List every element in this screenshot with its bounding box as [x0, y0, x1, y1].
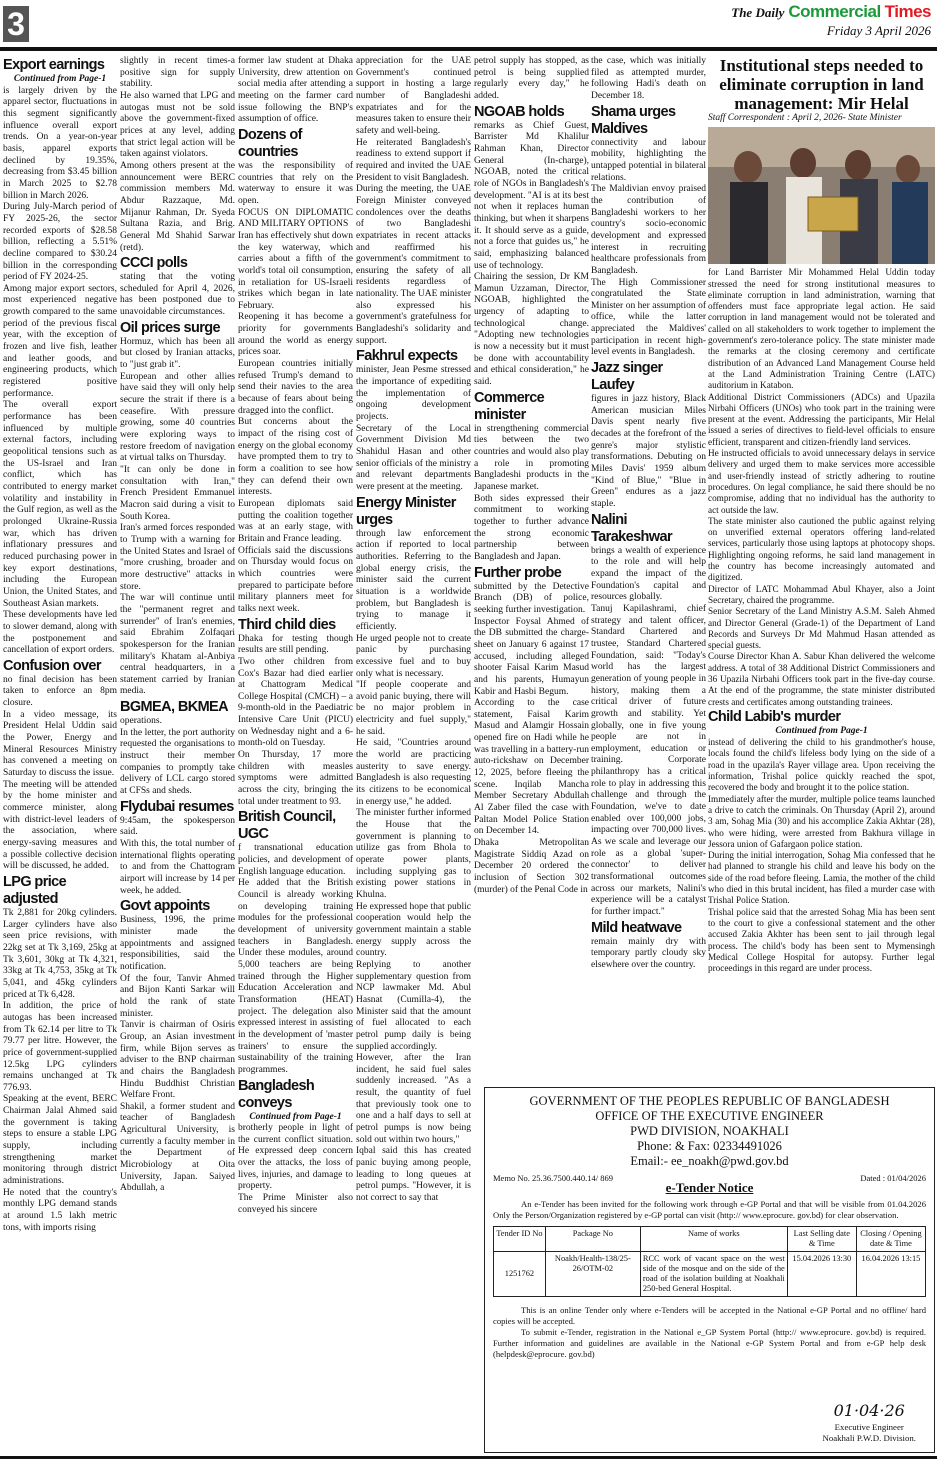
headline: Flydubai resumes: [120, 798, 234, 815]
paragraph: The war will continue until the "permanent regret and surrender" of Iran's enemies, said Ebrahim Zolfaqari spokesperson for the Iranian military's Khatam al-Anbiya central headquarters, in a statement carried by Iranian media.: [120, 593, 235, 697]
continued-label: Continued from Page-1: [13, 74, 107, 84]
headline: LPG price adjusted: [3, 873, 67, 907]
headline: Govt appoints: [120, 898, 210, 915]
headline: British Council, UGC: [238, 809, 336, 843]
tender-table: [493, 1226, 926, 1297]
paragraph: Speaking at the event, BERC Chairman Jalal Ahmed said the government is taking steps to ensure a stable LPG supply, including strengthening market monitoring through district administrations.: [3, 1094, 117, 1187]
paragraph: minister, Jean Pesme stressed the importance of expediting the implementation of ongoing development projects.: [356, 365, 471, 423]
tender-division: PWD DIVISION, NOAKHALI: [630, 1124, 789, 1138]
continued-label: Continued from Page-1: [775, 725, 868, 736]
headline: BGMEA, BKMEA: [120, 699, 228, 716]
paragraph: Iran's armed forces responded to Trump with a warning for the United States and Israel of "more crushing, broader and more destructive" attacks in store.: [120, 523, 235, 592]
masthead-commercial: Commercial: [788, 2, 881, 21]
paragraph: The Maldivian envoy praised the contribution of Bangladeshi workers to her country's socio-economic development and expressed interest in recruiting healthcare professionals from Bangladesh.: [591, 184, 706, 276]
tender-title: e-Tender Notice: [665, 1180, 754, 1195]
headline: Bangladesh conveys: [238, 1077, 315, 1111]
paragraph: Tanvir is chairman of Osiris Group, an Asian investment firm, while Bijon serves as adviser to the BNP chairman and chairs the Bangladesh Hindu Buddhist Christian Welfare Front.: [120, 1020, 235, 1101]
signer-office: Noakhali P.W.D. Division.: [822, 1433, 916, 1443]
paragraph: Course Director Khan A. Sabur Khan delivered the welcome address. A total of 38 Additional District Commissioners and 36 Upazila Nirbahi Officers took part in the five-day course. At the end of the programme, the state minister distributed crests and certificates among outstanding trainees.: [708, 651, 935, 707]
th-package: Package No: [545, 1227, 640, 1252]
paragraph: Hormuz, which has been all but closed by Iranian attacks, to "just grab it".: [120, 336, 235, 371]
paragraph: He reiterated Bangladesh's readiness to extend support if required and invited the UAE President to visit Bangladesh.: [356, 137, 471, 183]
paragraph: The meeting will be attended by the home minister and commerce minister, along with district-level leaders of the association, where energy-saving measures and a possible collective decision will be discussed, he added.: [3, 779, 117, 872]
paragraph: The state minister also cautioned the public against relying on unverified external operators offering land-related services, particularly those using laptops at photocopy shops. Highlighting ongoing reforms, he said land management in the country has become increasingly automated and digitized.: [708, 515, 935, 583]
paragraph: Two other children from Cox's Bazar had died earlier at Chattogram Medical College Hospital (CMCH) – a 9-month-old in the Paediatric Intensive Care Unit (PICU) on Wednesday night and a 6-month-old on Tuesday.: [238, 656, 353, 749]
paragraph: is largely driven by the apparel sector, fluctuations in this segment significantly influence overall export trends. On a year-on-year basis, apparel exports declined by 19.35%, decreasing from $3.45 billion in March 2025 to $2.78 billion in March 2026.: [3, 85, 117, 201]
paragraph: Tk 2,881 for 20kg cylinders. Larger cylinders have also seen price revisions, with 22kg set at Tk 3,169, 25kg at Tk 3,601, 30kg at Tk 4,321, 33kg at Tk 4,753, 35kg at Tk 5,041, and 45kg cylinders priced at Tk 6,428.: [3, 907, 117, 1000]
paragraph: former law student at Dhaka University, drew attention on social media after attending a meeting on the farmer card issue following the BNP's assumption of office.: [238, 56, 353, 125]
masthead-times: Times: [884, 2, 931, 21]
paragraph: The minister further informed the House that the government is planning to utilize gas from Bhola to operate power plants, including supplying gas to existing power stations in Khulna.: [356, 808, 471, 900]
headline: Child Labib's murder: [708, 708, 841, 725]
headline: Third child dies: [238, 616, 336, 633]
paragraph: Dhaka for testing though results are still pending.: [238, 633, 353, 656]
cell-works: RCC work of vacant space on the west side of the mosque and on the side of the road of the isolation building at Noakhali 250-bed General Hospital.: [640, 1252, 787, 1297]
paragraph: Dhaka Metropolitan Magistrate Siddiq Azad on December 20 ordered the inclusion of Section 302 (murder) of the Penal Code in: [474, 838, 589, 895]
cell-package: Noakh/Health-138/25-26/OTM-02: [545, 1252, 640, 1297]
paragraph: He urged people not to create panic by purchasing excessive fuel and to buy only what is necessary.: [356, 633, 471, 679]
paragraph: Among others present at the announcement were BERC commission members Md. Abdur Razzaque, Md. Mijanur Rahman, Dr. Syeda Sultana Razia, and Brig. General Md Shahid Sarwar (retd).: [120, 160, 235, 253]
paragraph: Secretary of the Local Government Division Md Shahidul Hasan and other senior officials of the ministry and relevant departments were present at the meeting.: [356, 423, 471, 492]
paragraph: f transnational education policies, and development of English language education.: [238, 843, 353, 877]
tender-office: OFFICE OF THE EXECUTIVE ENGINEER: [595, 1109, 824, 1123]
tender-note-1: This is an online Tender only where e-Tenders will be accepted in the National e-GP Portal and no offline/ hard copies will be accepted.: [493, 1305, 926, 1326]
paragraph: submitted by the Detective Branch (DB) of police, seeking further investigation.: [474, 581, 589, 615]
tender-table-header: [494, 1227, 926, 1252]
paragraph: Of the four, Tanvir Ahmed and Bijon Kanti Sarkar will hold the rank of state minister.: [120, 973, 235, 1019]
headline: Oil prices surge: [120, 319, 220, 336]
paragraph: During the initial interrogation, Sohag Mia confessed that he had planned to strangle his child and leave his body on the side of the road before fleeing. Lamia, the mother of the child who died in this brutal incident, has filed a murder case with Trishal Police Station.: [708, 850, 935, 906]
news-column-1: [3, 56, 117, 1453]
footer-rule: [0, 1456, 937, 1459]
byline: Staff Correspondent : April 2, 2026- State Minister: [708, 113, 902, 123]
news-column-5: [474, 56, 589, 1084]
tender-phone: Phone: & Fax: 02334491026: [637, 1139, 782, 1153]
paragraph: operations.: [120, 716, 162, 727]
tender-body: An e-Tender has been invited for the following work through e-GP Portal and that will be visible from 01.04.2026 Only the Person/Organization registered by e-GP portal can visit (http:// www.eprocure. gov.bd) for clear observation.: [493, 1199, 926, 1220]
paragraph: With this, the total number of international flights operating to and from the Chattogram airport will increase by 14 per week, he added.: [120, 839, 235, 896]
paragraph: for Land Barrister Mir Mohammed Helal Uddin today stressed the need for strong institutional measures to eliminate corruption in land administration, warning that offenders must face appropriate legal action. He said corruption in land management would not be tolerated and called on all stakeholders to work together to implement the government's zero-tolerance policy. The state minister made the remarks at the closing ceremony and certificate distribution of an Advanced Land Management Course held at the Land Administration Training Centre (LATC) auditorium in Katabon.: [708, 267, 935, 391]
paragraph: In the letter, the port authority requested the organisations to instruct their member companies to promptly take delivery of LCL cargo stored at CFSs and sheds.: [120, 727, 235, 797]
masthead-prefix: The Daily: [731, 5, 785, 20]
headline: Shama urges Maldives: [591, 103, 676, 137]
paragraph: Inspector Foysal Ahmed of the DB submitted the charge-sheet on January 6 against 17 accused, including alleged shooter Faisal Karim Masud and his parents, Humayun Kabir and Hasbi Begum.: [474, 616, 589, 697]
paragraph: Both sides expressed their commitment to working together to further advance the strong economic partnership between Bangladesh and Japan.: [474, 493, 589, 562]
signature-date: 01·04·26: [833, 1401, 905, 1420]
paragraph: Additional District Commissioners (ADCs) and Upazila Nirbahi Officers (UNOs) who took part in the training were present at the event. Addressing the participants, Mir Helal issued a series of directives to field-level officials to ensure efficient, transparent and citizen-friendly land services.: [708, 391, 935, 447]
header-rule: [0, 47, 937, 51]
continued-label: Continued from Page-1: [249, 1111, 342, 1122]
paragraph: slightly in recent times-a positive sign for supply stability.: [120, 56, 235, 90]
headline: Fakhrul expects: [356, 348, 458, 365]
paragraph: But concerns about the impact of the rising cost of energy on the global economy have prompted them to try to form a coalition to see how they can defend their own interests.: [238, 417, 353, 498]
news-column-6: [591, 56, 706, 1084]
cell-last-selling: 15.04.2026 13:30: [787, 1252, 856, 1297]
paragraph: Among major export sectors, most experienced negative growth compared to the same period of the previous fiscal year, with the exception of frozen and live fish, leather and leather goods, and engineering products, which registered positive performance.: [3, 283, 117, 399]
paragraph: "It can only be done in consultation with Iran," French President Emmanuel Macron said during a visit to South Korea.: [120, 465, 235, 522]
paragraph: no final decision has been taken to enforce an 8pm closure.: [3, 674, 117, 709]
cell-closing: 16.04.2026 13:15: [856, 1252, 925, 1297]
paragraph: In a video message, its President Helal Uddin said the Power, Energy and Mineral Resources Ministry has convened a meeting on Saturday to discuss the issue.: [3, 709, 117, 779]
paragraph: The Prime Minister also conveyed his sincere: [238, 1193, 353, 1215]
headline: Further probe: [474, 564, 562, 581]
paragraph: Business, 1996, the prime minister made the appointments and assigned responsibilities, said the notification.: [120, 915, 235, 972]
th-tender-id: Tender ID No: [494, 1227, 546, 1252]
headline: Commerce minister: [474, 389, 545, 423]
paragraph: brings a wealth of experience to the role and will help expand the impact of the Foundation's capital and resources globally.: [591, 545, 706, 603]
paragraph: Chairing the session, Dr KM Mamun Uzzaman, Director, NGOAB, highlighted the urgency of adapting to technological change. "Adopting new technologies is now a necessity but it must be done with accountability and ethical consideration," he said.: [474, 272, 589, 388]
issue-date: Friday 3 April 2026: [826, 23, 931, 38]
tender-dated: Dated : 01/04/2026: [860, 1173, 926, 1183]
paragraph: He instructed officials to avoid unnecessary delays in service delivery and urged them to make services more accessible and user-friendly instead of strictly adhering to routine procedures. On legal compliance, he said there should be no compromise, adding that no individual has the authority to act outside the law.: [708, 448, 935, 515]
news-column-7: [708, 56, 935, 1084]
paragraph: remain mainly dry with temporary partly cloudy sky elsewhere over the country.: [591, 936, 706, 970]
paragraph: Iqbal said this has created panic buying among people, leading to long queues at petrol pumps. "However, it is not correct to say that: [356, 1146, 471, 1204]
headline: Energy Minister urges: [356, 494, 456, 528]
paragraph: petrol supply has stopped, as petrol is being supplied regularly every day," he added.: [474, 56, 589, 101]
headline: Mild heatwave: [591, 919, 682, 936]
signer-title: Executive Engineer: [834, 1422, 904, 1432]
paragraph: FOCUS ON DIPLOMATIC AND MILITARY OPTIONS: [238, 207, 353, 230]
paragraph: remarks as Chief Guest, Barrister Md Khalilur Rahman Khan, Director General (In-charge), NGOAB, noted the critical role of NGOs in Bangladesh's development. "AI is at its best not when it replaces human thinking, but when it sharpens it. It should serve as a guide, not a force that guides us," he said, emphasizing balanced use of technology.: [474, 120, 589, 271]
paragraph: was the responsibility of countries that rely on the waterway to ensure it was open.: [238, 160, 353, 206]
paragraph: Reopening it has become a priority for governments around the world as energy prices soar.: [238, 312, 353, 358]
masthead: [731, 2, 931, 39]
paragraph: brotherly people in light of the current conflict situation. He expressed deep concern over the attacks, the loss of lives, injuries, and damage to property.: [238, 1123, 353, 1192]
paragraph: 9:45am, the spokesperson said.: [120, 815, 235, 838]
paragraph: He said, "Countries around the world are practicing austerity to save energy. Bangladesh is also requesting its citizens to be economical in energy use," he added.: [356, 738, 471, 807]
th-works: Name of works: [640, 1227, 787, 1252]
paragraph: He noted that the country's monthly LPG demand stands at around 1.5 lakh metric tons, with imports rising: [3, 1187, 117, 1233]
headline: Dozens of countries: [238, 126, 302, 160]
paragraph: Immediately after the murder, multiple police teams launched a drive to catch the criminals. On Thursday (April 2), around 3 am, Sohag Mia (30) and his accomplice Zakia Akhtar (28), who were hiding, were arrested from Bakhura village in Jessora union of Gafargaon police station.: [708, 793, 935, 849]
paragraph: On Thursday, 17 more children with measles symptoms were admitted across the city, bringing the total under treatment to 93.: [238, 750, 353, 807]
cell-tender-id: 1251762: [494, 1252, 546, 1297]
tender-note-2: To submit e-Tender, registration in the National e_GP System Portal (http:// www.eprocure. gov.bd) is required. Further information and guidelines are available in the National e-GP System Portal and from e-GP help desk (helpdesk@eprocure. gov.bd): [493, 1327, 926, 1359]
paragraph: appreciation for the UAE Government's continued support in hosting a large number of Bangladeshi expatriates and for the measures taken to ensure their safety and well-being.: [356, 56, 471, 136]
headline: Nalini Tarakeshwar: [591, 511, 672, 545]
signature-block: [822, 1401, 916, 1444]
tender-memo: Memo No. 25.36.7500.440.14/ 869: [493, 1173, 613, 1183]
lead-headline: Institutional steps needed to eliminate corruption in land management: Mir Helal: [719, 56, 924, 113]
paragraph: instead of delivering the child to his grandmother's house, locals found the child's lifeless body lying on the side of a road in the upazila's Rayer village area. Upon receiving the information, Trishal police quickly reached the spot, recovered the body and brought it to the police station.: [708, 737, 935, 793]
paragraph: He expressed hope that public cooperation would help the government maintain a stable energy supply across the country.: [356, 901, 471, 959]
th-last-selling: Last Selling date & Time: [787, 1227, 856, 1252]
headline: Confusion over: [3, 657, 101, 674]
news-column-4: [356, 56, 471, 1453]
paragraph: "If people cooperate and avoid panic buying, there will be no major problem in electricity and fuel supply," he said.: [356, 680, 471, 737]
headline: CCCI polls: [120, 255, 188, 272]
paragraph: stating that the voting scheduled for April 4, 2026, has been postponed due to unavoidable circumstances.: [120, 272, 235, 318]
e-tender-notice: [484, 1087, 935, 1453]
paragraph: Trishal police said that the arrested Sohag Mia has been sent to the court to give a confessional statement and the other accused Zakia Akhter has been sent to jail through legal process. The child's body has been sent to Mymensingh Medical College Hospital for autopsy. Further legal proceedings in this regard are under process.: [708, 906, 935, 974]
paragraph: During the meeting, the UAE Foreign Minister conveyed condolences over the deaths of two Bangladeshi expatriates in recent attacks and reaffirmed his government's commitment to ensuring the safety of all residents regardless of nationality. The UAE minister also expressed his government's gratefulness for Bangladeshi's solidarity and support.: [356, 184, 471, 346]
paragraph: Shakil, a former student and teacher of Bangladesh Agricultural University, is currently a faculty member in the Department of Microbiology at Oita University, Japan. Saiyed Abdullah, a: [120, 1101, 235, 1194]
paragraph: However, after the Iran incident, he said fuel sales suddenly increased. "As a result, the quantity of fuel that previously took one to one and a half days to sell at petrol pumps is now being sold out within two hours,": [356, 1053, 471, 1145]
paragraph: the case, which was initially filed as attempted murder, following Hadi's death on December 18.: [591, 56, 706, 101]
paragraph: During July-March period of FY 2025-26, the sector recorded exports of $28.58 billion, reflecting a 5.51% decline compared to $30.24 billion in the corresponding period of FY 2024-25.: [3, 202, 117, 283]
news-column-2: [120, 56, 235, 1453]
paragraph: Tanuj Kapilashrami, chief strategy and talent officer, Standard Chartered and trustee, Standard Chartered Foundation, said: "Today's world has the largest generation of young people in history, making them a critical driver of future growth and stability. Yet globally, one in five young people are not in employment, education or training. Corporate philanthropy has a critical role to play in addressing this challenge and through the Foundation, we've to date enabled over 100,000 jobs, impacting over 700,000 lives. As we scale and leverage our role as a global 'super-connector' to deliver transformational outcomes across our markets, Nalini's experience will be a catalyst for further impact.": [591, 603, 706, 917]
paragraph: Officials said the discussions on Thursday would focus on which countries were prepared to participate before military planners meet for talks next week.: [238, 545, 353, 614]
th-closing: Closing / Opening date & Time: [856, 1227, 925, 1252]
paragraph: in strengthening commercial ties between the two countries and would also play a role in promoting Bangladeshi products in the Japanese market.: [474, 423, 589, 492]
paragraph: Replying to another supplementary question from NCP lawmaker Md. Abul Hasnat (Cumilla-4), the Minister said that the amount of fuel allocated to each petrol pump daily is being supplied accordingly.: [356, 959, 471, 1052]
paragraph: European diplomats said putting the coalition together was at an early stage, with Britain and France leading.: [238, 498, 353, 544]
paragraph: Senior Secretary of the Land Ministry A.S.M. Saleh Ahmed and Director General (Grade-1) of the Department of Land Records and Surveys Dr Md Mahmud Hasan attended as special guests.: [708, 606, 935, 651]
tender-email: Email:- ee_noakh@pwd.gov.bd: [630, 1154, 789, 1168]
paragraph: The High Commissioner congratulated the State Minister on her assumption of office, while the latter appreciated the Maldives' participation in recent high-level events in Bangladesh.: [591, 277, 706, 358]
news-column-3: [238, 56, 353, 1453]
paragraph: Iran has effectively shut down the key waterway, which carries about a fifth of the world's total oil consumption, in retaliation for US-Israeli strikes which began in late February.: [238, 230, 353, 311]
paragraph: These developments have led to slower demand, along with the postponement and cancellation of export orders.: [3, 610, 117, 656]
table-row: [494, 1252, 926, 1297]
paragraph: In addition, the price of autogas has been increased from Tk 62.14 per litre to Tk 79.77 per litre. However, the price of government-supplied 12.5kg LPG cylinders remains unchanged at Tk 776.93.: [3, 1001, 117, 1093]
news-photo: [708, 127, 935, 264]
paragraph: He added that the British Council is already working on developing training modules for the professional development of university teachers in Bangladesh. Under these modules, around 5,000 teachers are being trained through the Higher Education Acceleration and Transformation (HEAT) project. The delegation also expressed interest in assisting in the development of 'master trainers' to ensure the sustainability of the training programmes.: [238, 878, 353, 1075]
headline: Export earnings: [3, 57, 105, 73]
paragraph: through law enforcement action if reported to local authorities. Referring to the global energy crisis, the minister said the current situation is a worldwide problem, but Bangladesh is trying to manage it efficiently.: [356, 528, 471, 632]
paragraph: European countries initially refused Trump's demand to send their navies to the area because of fears about being dragged into the conflict.: [238, 359, 353, 416]
tender-gov: GOVERNMENT OF THE PEOPLES REPUBLIC OF BANGLADESH: [529, 1094, 890, 1108]
paragraph: connectivity and labour mobility, highlighting the untapped potential in bilateral relations.: [591, 137, 706, 183]
page-number: 3: [3, 6, 29, 42]
paragraph: He also warned that LPG and autogas must not be sold above the government-fixed prices at any level, adding that strict legal action will be taken against violators.: [120, 90, 235, 160]
headline: Jazz singer Laufey: [591, 360, 663, 394]
headline: NGOAB holds: [474, 103, 565, 120]
paragraph: European and other allies have said they will only help secure the strait if there is a ceasefire. With pressure growing, some 40 countries were exploring ways to restore freedom of navigation at virtual talks on Thursday.: [120, 371, 235, 464]
paragraph: According to the case statement, Faisal Karim Masud and Alamgir Hossain opened fire on Hadi while he was travelling in a battery-run auto-rickshaw on December 12, 2025, before fleeing the scene. Inqilab Mancha Member Secretary Abdullah Al Zaber filed the case with Paltan Model Police Station on December 14.: [474, 698, 589, 837]
paragraph: The overall export performance has been influenced by multiple external factors, including geopolitical tensions such as the US-Israel and Iran conflict, which has contributed to energy market volatility and instability in the Gulf region, as well as the prolonged Ukraine-Russia war, which has driven inflationary pressures and reduced purchasing power in key export destinations, including the European Union, the United States, and Southeast Asian markets.: [3, 400, 117, 609]
paragraph: figures in jazz history, Black American musician Miles Davis spent nearly five decades at the forefront of the genre's major stylistic transformations. Debuting on Miles Davis' 1959 album "Kind of Blue," "Blue in Green" endures as a jazz staple.: [591, 394, 706, 509]
paragraph: Director of LATC Mohammad Abul Khayer, also a Joint Secretary, chaired the programme.: [708, 583, 935, 605]
